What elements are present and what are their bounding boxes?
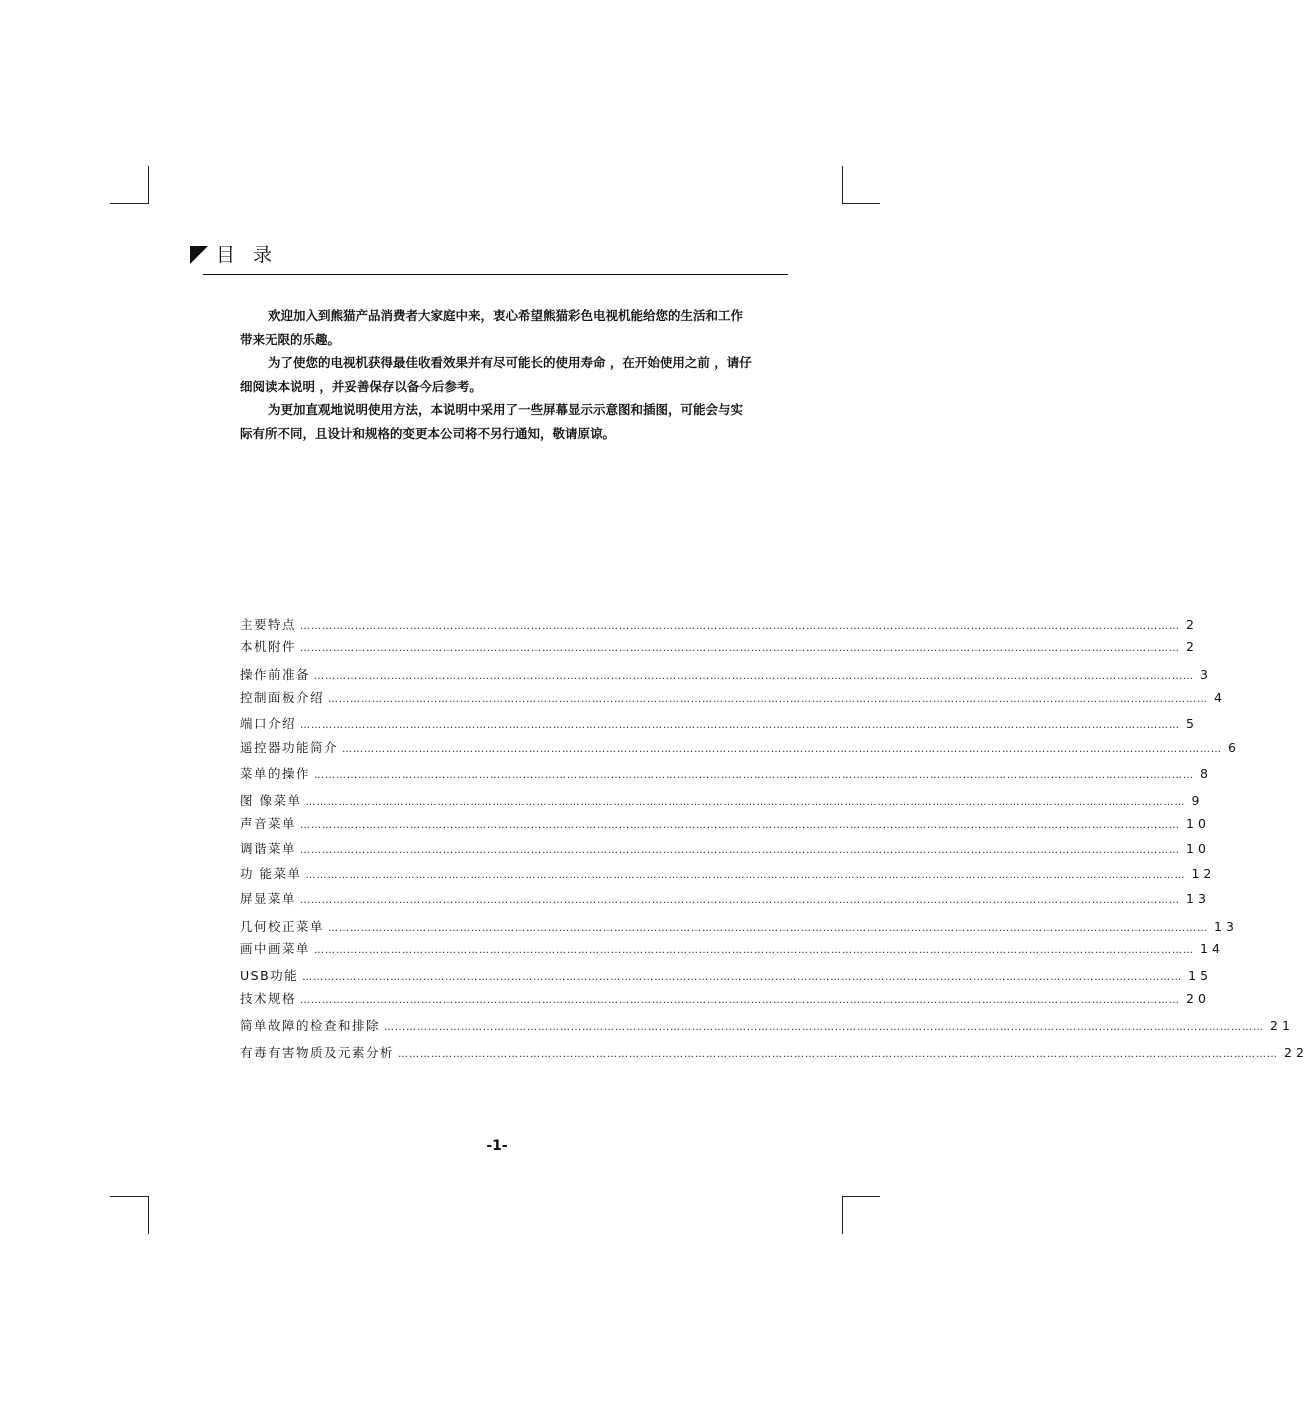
toc-entry[interactable] xyxy=(240,815,1210,833)
toc-entry-label: 图 像菜单 xyxy=(240,793,302,808)
toc-leader-dots: …………………………………………………………………………………………………………………………………………………………………………………………………………………… xyxy=(300,643,1181,654)
toc-entry-label: 功 能菜单 xyxy=(240,866,302,881)
toc-entry[interactable] xyxy=(240,967,1213,985)
toc-entry-page: 14 xyxy=(1200,941,1224,956)
section-heading xyxy=(190,244,278,266)
toc-entry-label: USB功能 xyxy=(240,968,299,983)
toc-entry-label: 本机附件 xyxy=(240,639,297,654)
toc-entry[interactable] xyxy=(240,765,1212,783)
toc-entry[interactable] xyxy=(240,739,1240,757)
toc-leader-dots: …………………………………………………………………………………………………………………………………………………………………………………………………………………… xyxy=(300,720,1181,731)
toc-leader-dots: …………………………………………………………………………………………………………………………………………………………………………………………………………………… xyxy=(305,797,1186,808)
toc-entry-label: 屏显菜单 xyxy=(240,891,297,906)
toc-leader-dots: …………………………………………………………………………………………………………………………………………………………………………………………………………………… xyxy=(300,895,1181,906)
toc-entry-label: 简单故障的检查和排除 xyxy=(240,1018,381,1033)
toc-entry[interactable] xyxy=(240,689,1226,707)
toc-entry-page: 12 xyxy=(1191,866,1216,881)
intro-text xyxy=(240,304,754,445)
toc-entry-label: 有毒有害物质及元素分析 xyxy=(240,1045,395,1060)
toc-entry[interactable] xyxy=(240,865,1216,883)
heading-title: 目 录 xyxy=(216,244,279,266)
crop-mark-top-left-h xyxy=(110,203,148,204)
toc-entry[interactable] xyxy=(240,840,1210,858)
toc-entry-page: 8 xyxy=(1200,766,1212,781)
toc-entry-label: 操作前准备 xyxy=(240,667,311,682)
toc-entry-page: 9 xyxy=(1191,793,1204,808)
crop-mark-top-right-v xyxy=(842,166,843,204)
toc-entry-page: 10 xyxy=(1186,816,1210,831)
toc-leader-dots: …………………………………………………………………………………………………………………………………………………………………………………………………………………… xyxy=(398,1049,1279,1060)
toc-entry-label: 端口介绍 xyxy=(240,716,297,731)
toc-leader-dots: …………………………………………………………………………………………………………………………………………………………………………………………………………………… xyxy=(300,995,1181,1006)
toc-entry-label: 调谐菜单 xyxy=(240,841,297,856)
toc-leader-dots: …………………………………………………………………………………………………………………………………………………………………………………………………………………… xyxy=(300,621,1181,632)
intro-paragraph-1: 欢迎加入到熊猫产品消费者大家庭中来，衷心希望熊猫彩色电视机能给您的生活和工作带来无限的乐趣。 xyxy=(240,308,744,347)
toc-entry-page: 10 xyxy=(1186,841,1210,856)
toc-leader-dots: …………………………………………………………………………………………………………………………………………………………………………………………………………………… xyxy=(328,694,1209,705)
toc-entry[interactable] xyxy=(240,616,1198,634)
toc-leader-dots: …………………………………………………………………………………………………………………………………………………………………………………………………………………… xyxy=(384,1022,1265,1033)
toc-leader-dots: …………………………………………………………………………………………………………………………………………………………………………………………………………………… xyxy=(300,820,1181,831)
toc-entry[interactable] xyxy=(240,715,1198,733)
toc-entry[interactable] xyxy=(240,890,1210,908)
toc-entry[interactable] xyxy=(240,940,1224,958)
toc-leader-dots: …………………………………………………………………………………………………………………………………………………………………………………………………………………… xyxy=(342,744,1223,755)
crop-mark-top-right-h xyxy=(842,203,880,204)
toc-leader-dots: …………………………………………………………………………………………………………………………………………………………………………………………………………………… xyxy=(314,945,1195,956)
toc-leader-dots: …………………………………………………………………………………………………………………………………………………………………………………………………………………… xyxy=(328,923,1209,934)
toc-leader-dots: …………………………………………………………………………………………………………………………………………………………………………………………………………………… xyxy=(302,972,1183,983)
toc-entry-label: 控制面板介绍 xyxy=(240,690,325,705)
toc-entry-label: 声音菜单 xyxy=(240,816,297,831)
toc-entry-page: 20 xyxy=(1186,991,1210,1006)
toc-entry[interactable] xyxy=(240,792,1204,810)
toc-entry-label: 画中画菜单 xyxy=(240,941,311,956)
toc-leader-dots: …………………………………………………………………………………………………………………………………………………………………………………………………………………… xyxy=(314,671,1195,682)
toc-leader-dots: …………………………………………………………………………………………………………………………………………………………………………………………………………………… xyxy=(300,845,1181,856)
intro-paragraph-3: 为更加直观地说明使用方法，本说明中采用了一些屏幕显示示意图和插图，可能会与实际有所不同，且设计和规格的变更本公司将不另行通知，敬请原谅。 xyxy=(240,402,744,441)
toc-entry[interactable] xyxy=(240,638,1198,656)
toc-leader-dots: …………………………………………………………………………………………………………………………………………………………………………………………………………………… xyxy=(314,770,1195,781)
toc-entry-page: 4 xyxy=(1214,690,1226,705)
toc-entry[interactable] xyxy=(240,1017,1294,1035)
toc-entry-label: 遥控器功能简介 xyxy=(240,740,339,755)
toc-entry-page: 5 xyxy=(1186,716,1198,731)
toc-entry-page: 6 xyxy=(1228,740,1240,755)
toc-leader-dots: …………………………………………………………………………………………………………………………………………………………………………………………………………………… xyxy=(305,870,1186,881)
crop-mark-bottom-left-h xyxy=(110,1196,148,1197)
toc-entry-page: 13 xyxy=(1186,891,1210,906)
toc-entry-label: 菜单的操作 xyxy=(240,766,311,781)
toc-entry-page: 2 xyxy=(1186,617,1198,632)
toc-entry-page: 15 xyxy=(1188,968,1213,983)
toc-entry[interactable] xyxy=(240,990,1210,1008)
page-number: -1- xyxy=(486,1138,508,1154)
intro-paragraph-2: 为了使您的电视机获得最佳收看效果并有尽可能长的使用寿命 ，在开始使用之前 ，请仔细阅读本说明 ，并妥善保存以备今后参考。 xyxy=(240,355,752,394)
toc-entry-page: 13 xyxy=(1214,919,1238,934)
toc-entry[interactable] xyxy=(240,918,1238,936)
toc-entry-label: 技术规格 xyxy=(240,991,297,1006)
toc-entry[interactable] xyxy=(240,666,1212,684)
heading-underline xyxy=(203,274,788,275)
crop-mark-bottom-left-v xyxy=(148,1196,149,1234)
toc-entry-page: 22 xyxy=(1284,1045,1308,1060)
triangle-marker-icon xyxy=(190,246,208,264)
toc-entry-label: 几何校正菜单 xyxy=(240,919,325,934)
crop-mark-bottom-right-v xyxy=(842,1196,843,1234)
toc-entry-page: 21 xyxy=(1270,1018,1294,1033)
crop-mark-top-left-v xyxy=(148,166,149,204)
toc-entry-label: 主要特点 xyxy=(240,617,297,632)
toc-entry-page: 3 xyxy=(1200,667,1212,682)
crop-mark-bottom-right-h xyxy=(842,1196,880,1197)
toc-entry-page: 2 xyxy=(1186,639,1198,654)
toc-entry[interactable] xyxy=(240,1044,1308,1062)
